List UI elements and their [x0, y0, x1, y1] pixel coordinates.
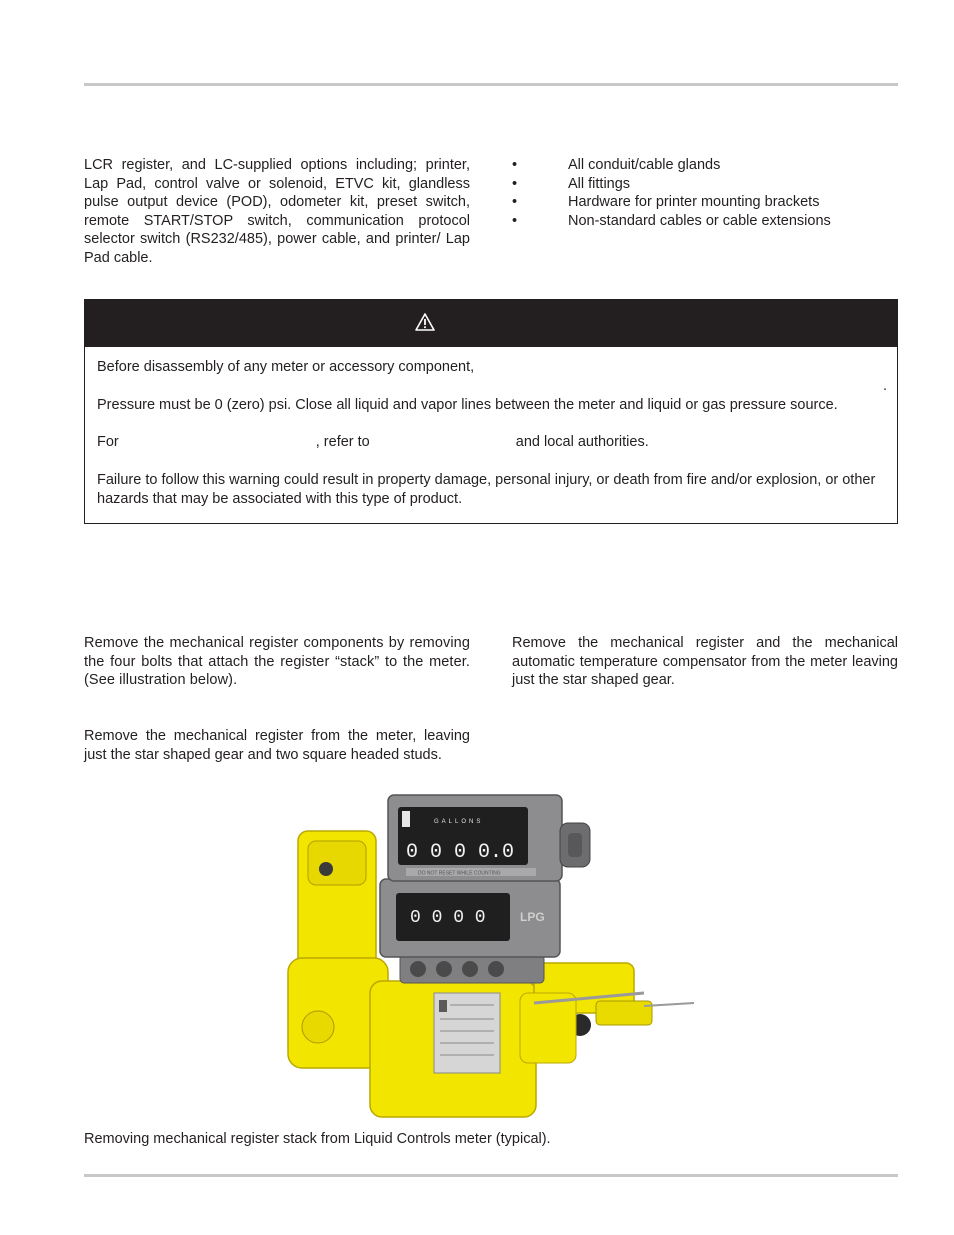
list-item: • All conduit/cable glands	[512, 157, 721, 173]
register-badge: DO NOT RESET WHILE COUNTING	[418, 870, 501, 877]
register-digits: 0 0 0 0.0	[406, 841, 515, 864]
intro-paragraph: LCR register, and LC-supplied options including; printer, Lap Pad, control valve or solenoid, ETVC kit, glandless pulse output device (POD), odometer kit, preset switch, remote START/STOP switch, communication protocol selector switch (RS232/485), power cable, and printer/ Lap Pad cable.	[84, 157, 470, 266]
warning-line: For , refer to and local authorities.	[97, 434, 649, 450]
warning-line: Pressure must be 0 (zero) psi. Close all liquid and vapor lines between the meter and liquid or gas pressure source.	[97, 397, 838, 413]
nameplate	[434, 993, 500, 1073]
step-paragraph: Remove the mechanical register from the meter, leaving just the star shaped gear and two square headed studs.	[84, 728, 470, 763]
warning-header	[85, 300, 897, 347]
register-stack	[380, 795, 590, 983]
register-unit: GALLONS	[434, 819, 484, 825]
warning-line: Before disassembly of any meter or accessory component,	[97, 359, 475, 375]
bullet-icon: •	[512, 175, 518, 192]
list-item: • Hardware for printer mounting brackets	[512, 194, 820, 210]
warning-line: Failure to follow this warning could result in property damage, personal injury, or death from fire and/or explosion, or other hazards that may be associated with this type of product.	[97, 472, 876, 507]
bullet-icon: •	[512, 212, 518, 229]
excluded-items-list	[512, 156, 831, 230]
warning-box	[84, 299, 898, 524]
compensator-digits: 0 0 0 0	[410, 908, 486, 928]
header-rule	[84, 83, 898, 86]
bullet-icon: •	[512, 194, 518, 210]
warning-triangle-icon	[415, 313, 435, 331]
list-item: • All fittings	[512, 175, 631, 192]
bullet-icon: •	[512, 157, 518, 173]
warning-line: .	[882, 378, 887, 394]
step-paragraph: Remove the mechanical register and the mechanical automatic temperature compensator from the meter leaving just the star shaped gear.	[512, 635, 898, 688]
footer-rule	[84, 1174, 898, 1177]
compensator-label: LPG	[520, 910, 545, 924]
step-paragraph: Remove the mechanical register components by removing the four bolts that attach the register “stack” to the meter. (See illustration below).	[84, 635, 470, 688]
meter-photo	[284, 793, 696, 1119]
figure-caption: Removing mechanical register stack from Liquid Controls meter (typical).	[84, 1131, 551, 1147]
list-item: • Non-standard cables or cable extensions	[512, 212, 831, 229]
